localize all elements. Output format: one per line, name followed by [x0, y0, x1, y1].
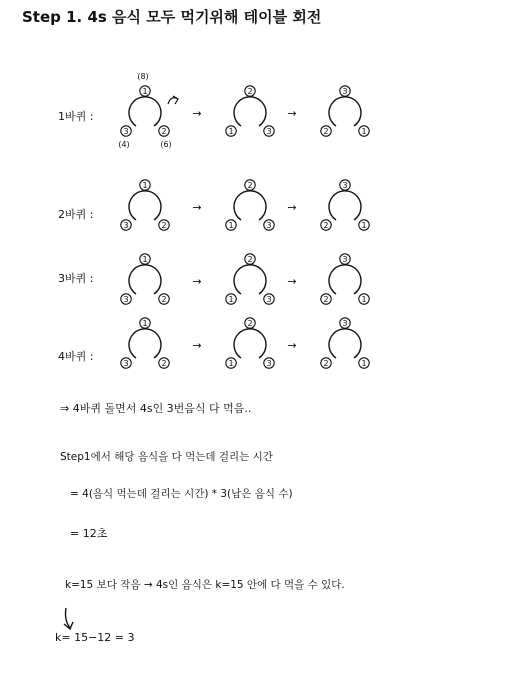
- seat-left-2-2: 1: [228, 221, 234, 230]
- seat-right-2-1: 2: [161, 221, 167, 230]
- table-circle-1-2: [234, 97, 266, 126]
- seat-top-1-3: 3: [342, 87, 348, 96]
- seat-top-1-1: 1: [142, 87, 148, 96]
- table-circle-4-3: [329, 329, 361, 358]
- step-arrow-2-1: →: [192, 201, 202, 214]
- seat-top-2-3: 3: [342, 181, 348, 190]
- table-circle-3-1: [129, 265, 161, 294]
- seat-left-3-2: 1: [228, 295, 234, 304]
- result-line: = 12초: [70, 527, 108, 540]
- row-label-1: 1바퀴 :: [58, 110, 94, 123]
- seat-left-1-2: 1: [228, 127, 234, 136]
- table-circle-2-3: [329, 191, 361, 220]
- seat-top-4-3: 3: [342, 319, 348, 328]
- seat-top-3-1: 1: [142, 255, 148, 264]
- seat-left-4-1: 3: [123, 359, 129, 368]
- step-arrow-1-2: →: [287, 107, 297, 120]
- time-heading: Step1에서 해당 음식을 다 먹는데 걸리는 시간: [60, 451, 273, 463]
- seat-right-4-1: 2: [161, 359, 167, 368]
- remaining-line: k= 15−12 = 3: [55, 631, 135, 644]
- step-arrow-2-2: →: [287, 201, 297, 214]
- step-arrow-3-1: →: [192, 275, 202, 288]
- seat-top-2-1: 1: [142, 181, 148, 190]
- seat-left-3-3: 2: [323, 295, 329, 304]
- seat-right-3-1: 2: [161, 295, 167, 304]
- seat-top-3-3: 3: [342, 255, 348, 264]
- seat-top-3-2: 2: [247, 255, 253, 264]
- row-label-4: 4바퀴 :: [58, 350, 94, 363]
- comparison-line: k=15 보다 작음 → 4s인 음식은 k=15 안에 다 먹을 수 있다.: [65, 579, 345, 591]
- seat-top-2-2: 2: [247, 181, 253, 190]
- step-arrow-3-2: →: [287, 275, 297, 288]
- step-arrow-1-1: →: [192, 107, 202, 120]
- seat-left-4-2: 1: [228, 359, 234, 368]
- seat-right-2-2: 3: [266, 221, 272, 230]
- paren-left-1: (4): [118, 140, 130, 149]
- seat-left-1-3: 2: [323, 127, 329, 136]
- seat-right-4-2: 3: [266, 359, 272, 368]
- seat-right-4-3: 1: [361, 359, 367, 368]
- paren-top-1: (8): [137, 72, 149, 81]
- seat-left-1-1: 3: [123, 127, 129, 136]
- table-circle-3-2: [234, 265, 266, 294]
- paren-right-1: (6): [160, 140, 172, 149]
- step-arrow-4-2: →: [287, 339, 297, 352]
- seat-right-3-2: 3: [266, 295, 272, 304]
- table-circle-4-1: [129, 329, 161, 358]
- seat-left-2-1: 3: [123, 221, 129, 230]
- table-circle-1-1: [129, 97, 161, 126]
- seat-right-1-3: 1: [361, 127, 367, 136]
- seat-right-3-3: 1: [361, 295, 367, 304]
- table-circle-3-3: [329, 265, 361, 294]
- formula-line: = 4(음식 먹는데 걸리는 시간) * 3(남은 음식 수): [70, 488, 293, 500]
- table-circle-1-3: [329, 97, 361, 126]
- seat-left-2-3: 2: [323, 221, 329, 230]
- row-label-2: 2바퀴 :: [58, 208, 94, 221]
- seat-top-4-1: 1: [142, 319, 148, 328]
- seat-left-4-3: 2: [323, 359, 329, 368]
- table-circle-4-2: [234, 329, 266, 358]
- table-circle-2-2: [234, 191, 266, 220]
- seat-right-2-3: 1: [361, 221, 367, 230]
- step-arrow-4-1: →: [192, 339, 202, 352]
- seat-left-3-1: 3: [123, 295, 129, 304]
- curved-down-arrow-icon: [60, 606, 84, 632]
- seat-top-4-2: 2: [247, 319, 253, 328]
- seat-right-1-1: 2: [161, 127, 167, 136]
- row-label-3: 3바퀴 :: [58, 272, 94, 285]
- page-title: Step 1. 4s 음식 모두 먹기위해 테이블 회전: [22, 8, 322, 26]
- seat-top-1-2: 2: [247, 87, 253, 96]
- table-circle-2-1: [129, 191, 161, 220]
- conclusion-text: ⇒ 4바퀴 돌면서 4s인 3번음식 다 먹음..: [60, 402, 252, 415]
- seat-right-1-2: 3: [266, 127, 272, 136]
